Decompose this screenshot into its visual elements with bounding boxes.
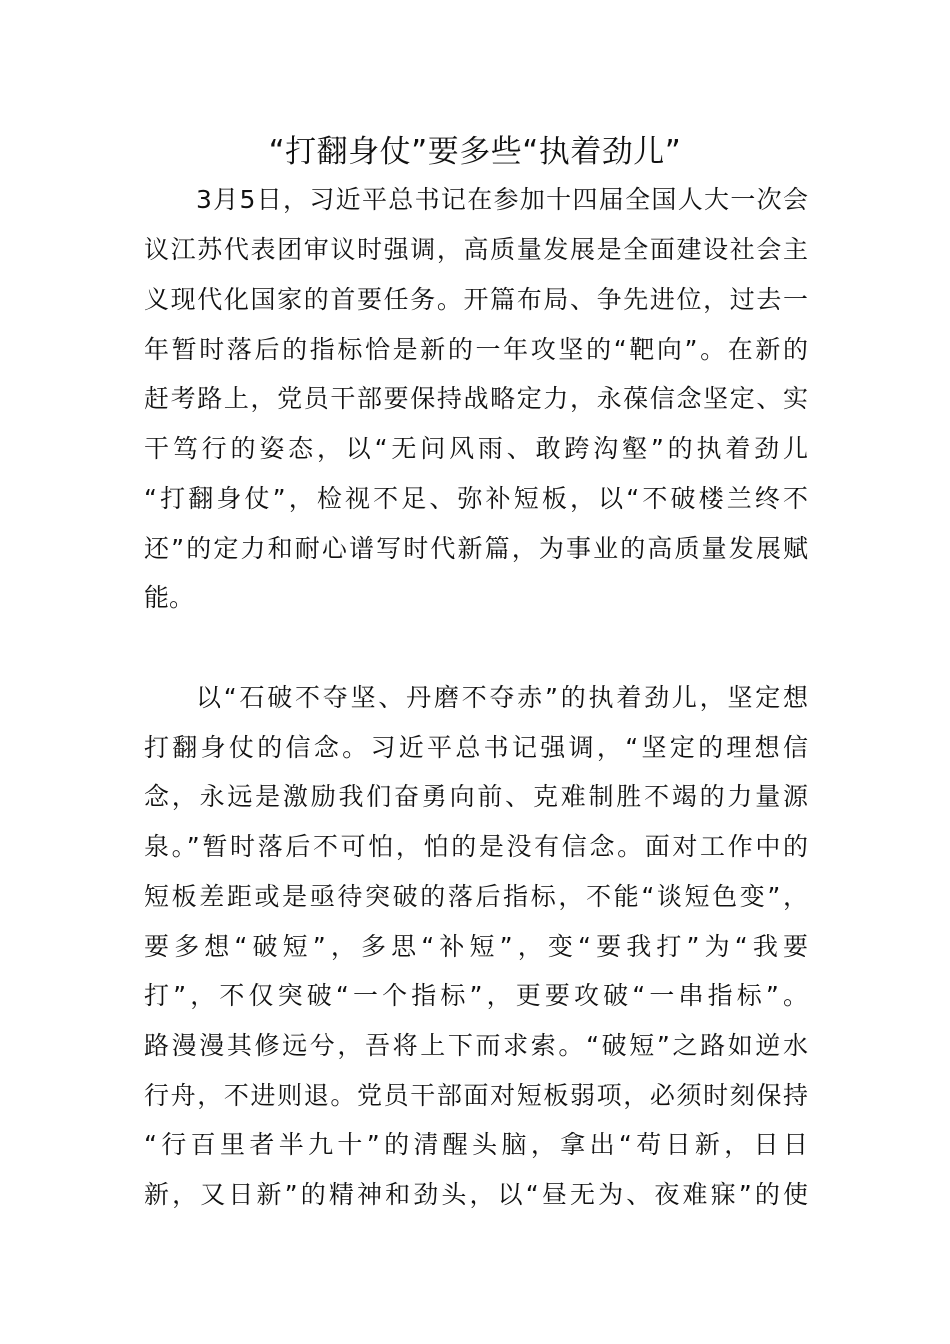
paragraph-line: “打翻身仗”，检视不足、弥补短板，以“不破楼兰终不 <box>144 484 808 513</box>
paragraph-line: 义现代化国家的首要任务。开篇布局、争先进位，过去一 <box>144 285 808 314</box>
paragraph-line: “行百里者半九十”的清醒头脑，拿出“苟日新，日日 <box>144 1130 808 1159</box>
paragraph-line: 打”，不仅突破“一个指标”，更要攻破“一串指标”。 <box>144 981 808 1010</box>
paragraph-line: 打翻身仗的信念。习近平总书记强调，“坚定的理想信 <box>144 733 808 762</box>
paragraph-line: 以“石破不夺坚、丹磨不夺赤”的执着劲儿，坚定想 <box>196 683 808 712</box>
paragraph-line: 泉。”暂时落后不可怕，怕的是没有信念。面对工作中的 <box>144 832 808 861</box>
paragraph-line: 议江苏代表团审议时强调，高质量发展是全面建设社会主 <box>144 235 808 264</box>
paragraph-line: 新，又日新”的精神和劲头，以“昼无为、夜难寐”的使 <box>144 1180 808 1209</box>
paragraph-line: 短板差距或是亟待突破的落后指标，不能“谈短色变”， <box>144 882 808 911</box>
paragraph-line: 年暂时落后的指标恰是新的一年攻坚的“靶向”。在新的 <box>144 335 808 364</box>
paragraph-line: 还”的定力和耐心谱写时代新篇，为事业的高质量发展赋 <box>144 534 808 563</box>
paragraph-line: 要多想“破短”，多思“补短”，变“要我打”为“我要 <box>144 932 808 961</box>
paragraph-line: 路漫漫其修远兮，吾将上下而求索。“破短”之路如逆水 <box>144 1031 808 1060</box>
paragraph-line: 行舟，不进则退。党员干部面对短板弱项，必须时刻保持 <box>144 1081 808 1110</box>
paragraph-line: 能。 <box>144 583 195 612</box>
paragraph-line: 念，永远是激励我们奋勇向前、克难制胜不竭的力量源 <box>144 782 808 811</box>
document-title: “打翻身仗”要多些“执着劲儿” <box>268 134 682 170</box>
paragraph-line: 干笃行的姿态，以“无问风雨、敢跨沟壑”的执着劲儿 <box>144 434 808 463</box>
paragraph-line: 3月5日，习近平总书记在参加十四届全国人大一次会 <box>196 185 808 214</box>
paragraph-line: 赶考路上，党员干部要保持战略定力，永葆信念坚定、实 <box>144 384 808 413</box>
